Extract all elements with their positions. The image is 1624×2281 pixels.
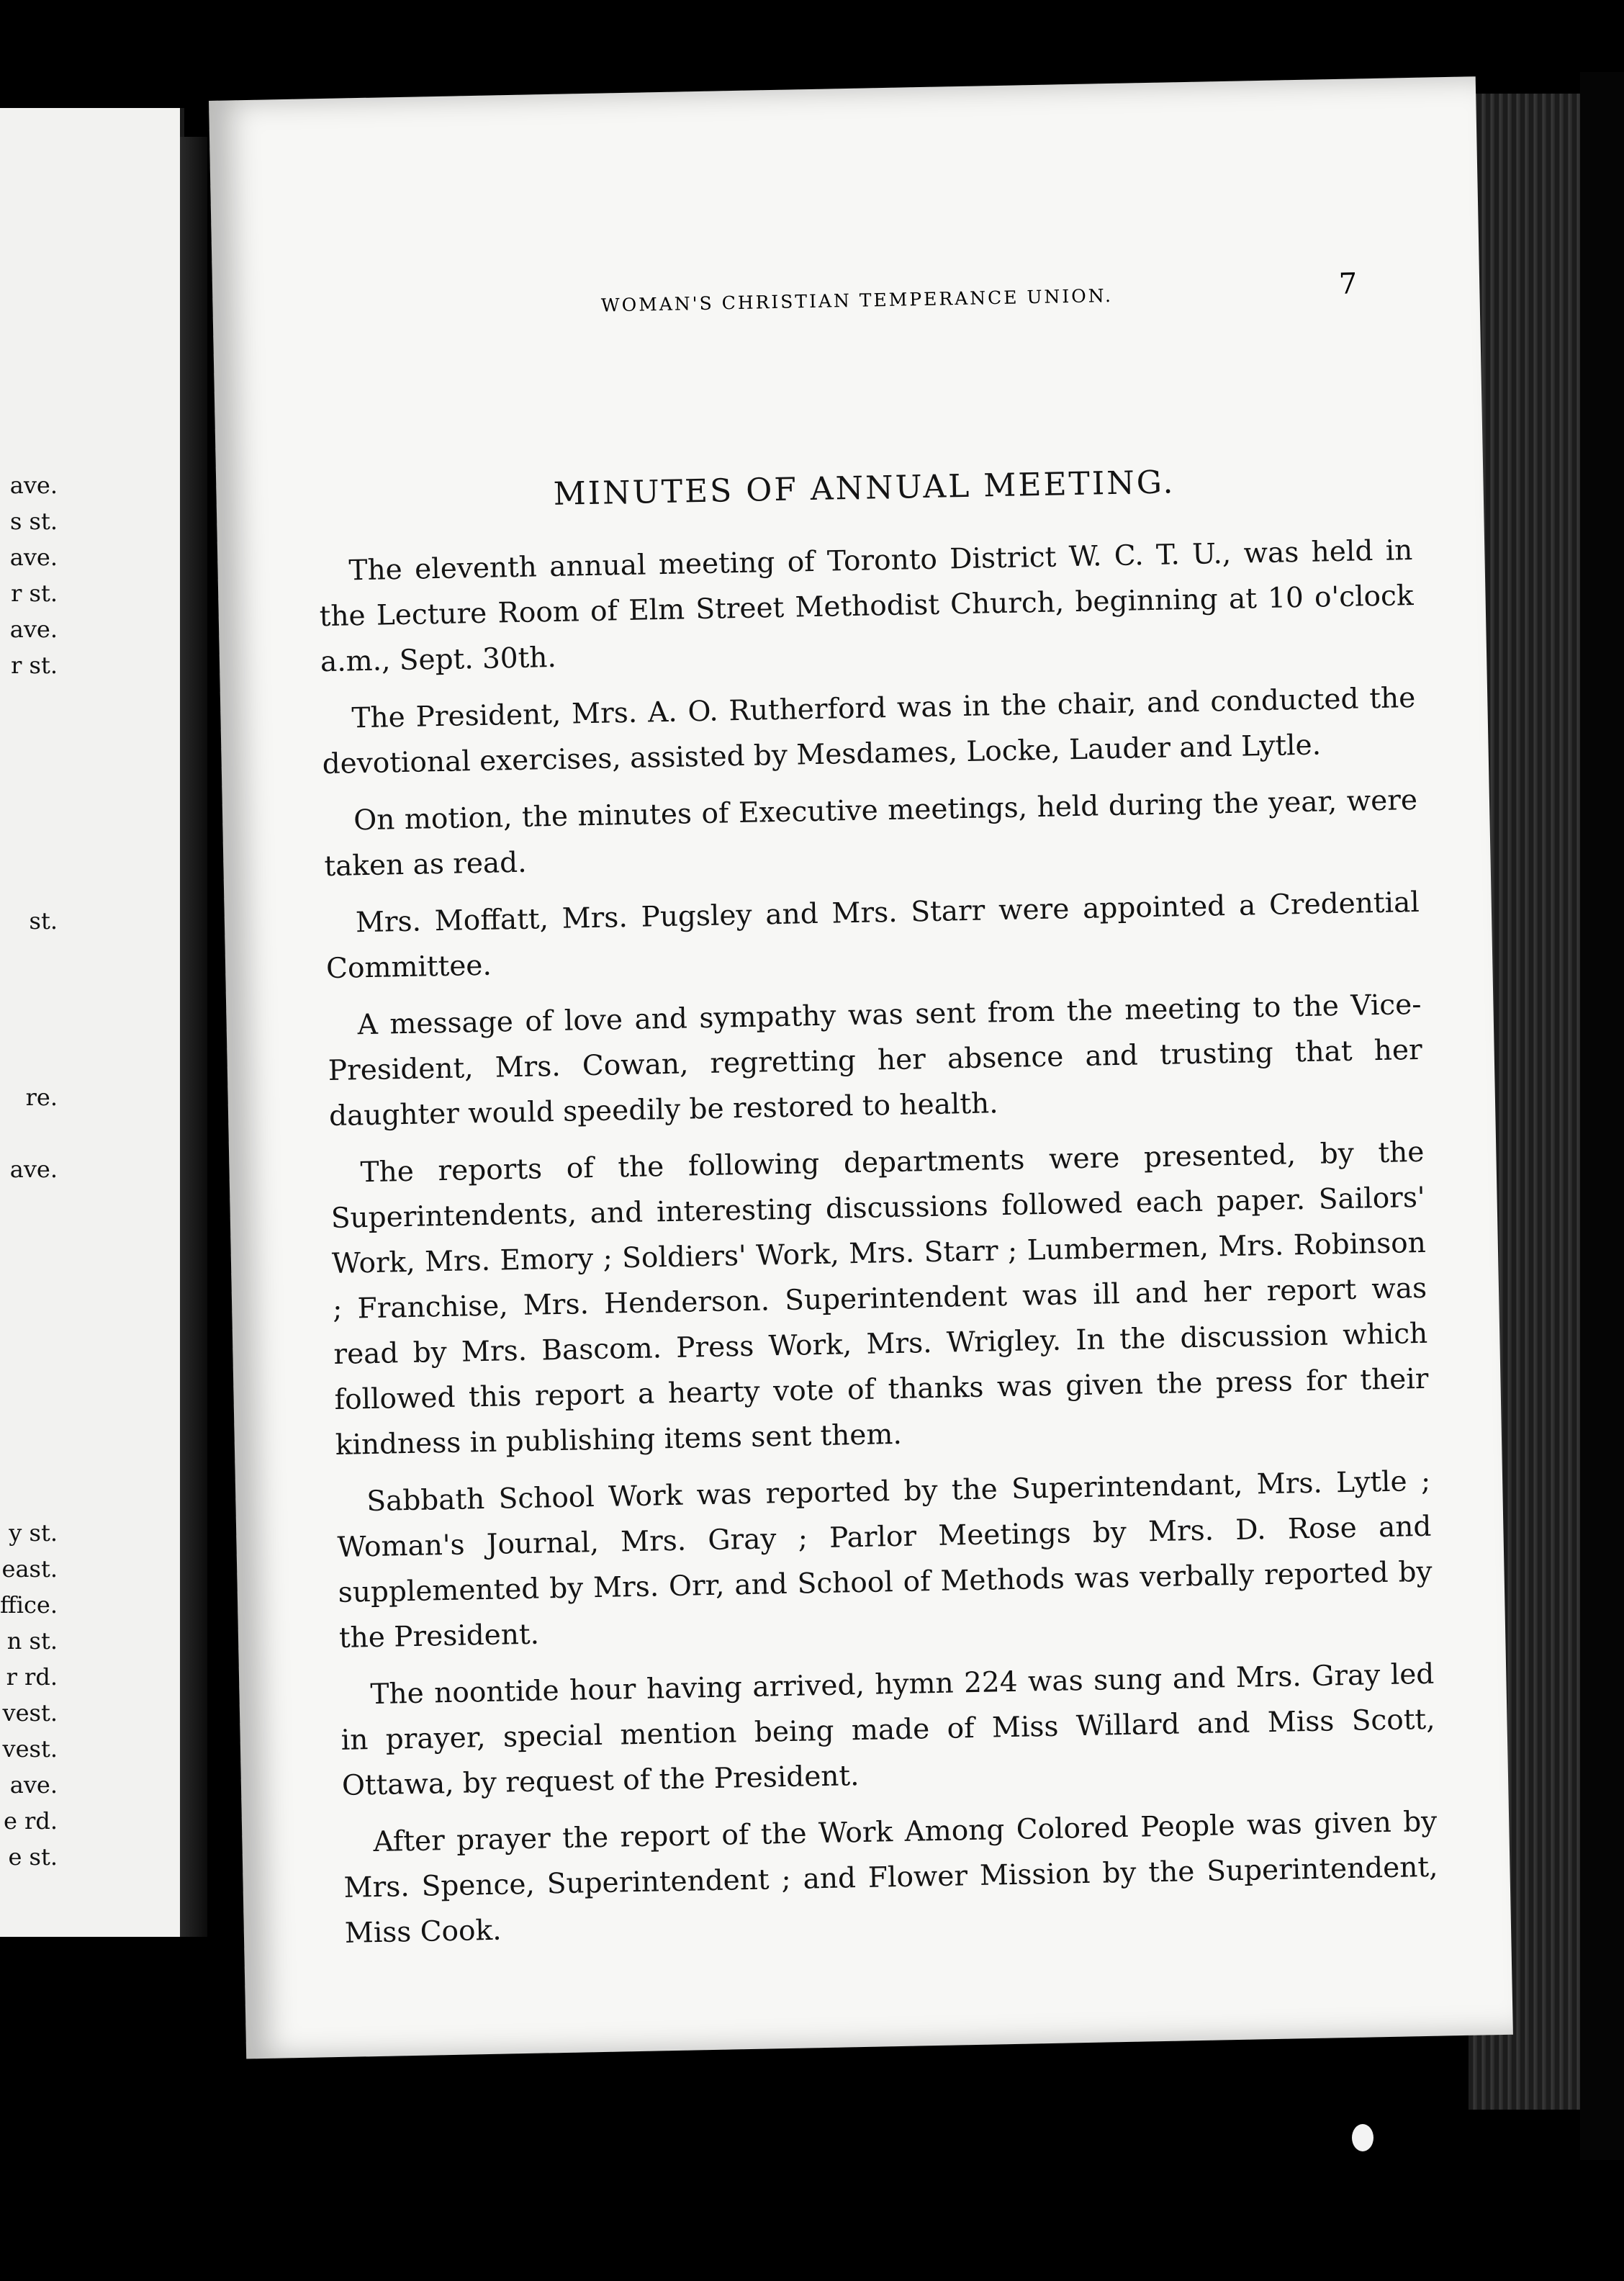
page-number: 7: [1338, 267, 1358, 301]
left-fragment: ave.: [9, 616, 58, 643]
paragraph: Sabbath School Work was reported by the Superintendant, Mrs. Lytle ; Woman's Journal, Mrs. Gray ; Parlor Meetings by Mrs. D. Rose and supplemented by Mrs. Orr, and School of Methods was verbally reported by the President.: [337, 1465, 1433, 1655]
running-head: [313, 267, 1401, 329]
left-fragment: vest.: [2, 1699, 58, 1727]
left-fragment: east.: [1, 1555, 58, 1583]
left-fragment: r st.: [11, 652, 58, 679]
left-fragment: e rd.: [3, 1807, 58, 1835]
left-fragment: s st.: [9, 508, 58, 535]
left-fragment: ave.: [9, 544, 58, 571]
page-body: [317, 459, 1439, 1968]
left-fragment: r st.: [11, 580, 58, 607]
paragraph: The President, Mrs. A. O. Rutherford was in the chair, and conducted the devotional exercises, assisted by Mesdames, Locke, Lauder and Lytle.: [322, 681, 1416, 781]
left-facing-page: [0, 108, 184, 1937]
paragraph: The eleventh annual meeting of Toronto District W. C. T. U., was held in the Lecture Room of Elm Street Methodist Church, beginning at 10 o'clock a.m., Sept. 30th.: [319, 534, 1414, 679]
left-fragment: vest.: [2, 1735, 58, 1763]
paragraph: After prayer the report of the Work Among Colored People was given by Mrs. Spence, Superintendent ; and Flower Mission by the Superintendent, Miss Cook.: [343, 1805, 1438, 1950]
scan-speck: [1352, 2124, 1373, 2151]
left-fragment: n st.: [6, 1627, 58, 1655]
left-fragment: ave.: [9, 1771, 58, 1799]
left-fragment: r rd.: [6, 1663, 58, 1691]
left-fragment: y st.: [9, 1519, 58, 1547]
running-head-title: WOMAN'S CHRISTIAN TEMPERANCE UNION.: [600, 284, 1114, 316]
left-fragment: re.: [25, 1084, 58, 1111]
paragraph: On motion, the minutes of Executive meetings, held during the year, were taken as read.: [324, 783, 1418, 883]
paragraph: The reports of the following departments were presented, by the Superintendents, and interesting discussions followed each paper. Sailors' Work, Mrs. Emory ; Soldiers' Work, Mrs. Starr ; Lumbermen, Mrs. Robinson ; Franchise, Mrs. Henderson. Superintendent was ill and her report was read by Mrs. Bascom. Press Work, Mrs. Wrigley. In the discussion which followed this report a hearty vote of thanks was given the press for their kindness in publishing items sent them.: [330, 1135, 1429, 1462]
left-fragment: ave.: [9, 472, 58, 499]
left-fragment: st.: [29, 907, 58, 935]
paragraph: Mrs. Moffatt, Mrs. Pugsley and Mrs. Starr were appointed a Credential Committee.: [325, 886, 1420, 986]
document-page: [209, 76, 1513, 2059]
book-cover-edge: [1580, 72, 1624, 2160]
book-gutter: [180, 137, 207, 1937]
left-fragment: e st.: [8, 1843, 58, 1871]
paragraph: The noontide hour having arrived, hymn 224 was sung and Mrs. Gray led in prayer, special mention being made of Miss Willard and Miss Scott, Ottawa, by request of the President.: [340, 1657, 1435, 1802]
paragraph: A message of love and sympathy was sent from the meeting to the Vice-President, Mrs. Cowan, regretting her absence and trusting that her daughter would speedily be restored to health.: [328, 988, 1423, 1133]
section-heading: MINUTES OF ANNUAL MEETING.: [553, 464, 1176, 513]
left-fragment: ave.: [9, 1156, 58, 1183]
left-fragment: ffice.: [0, 1591, 58, 1619]
